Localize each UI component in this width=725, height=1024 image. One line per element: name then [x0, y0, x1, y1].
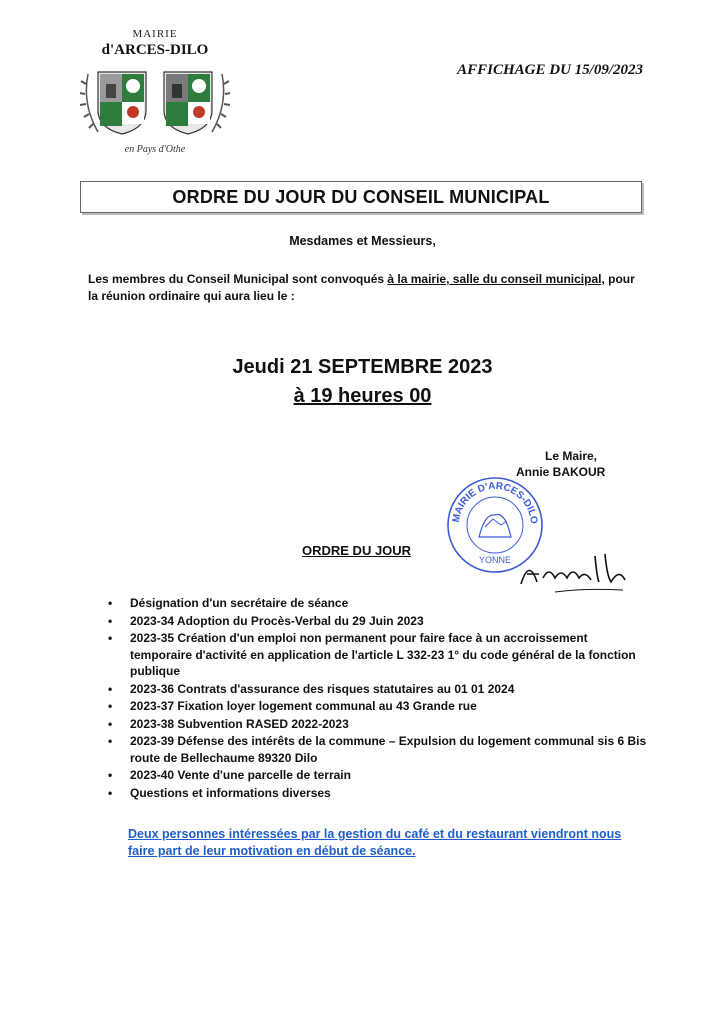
logo-motto: en Pays d'Othe: [124, 144, 186, 155]
agenda-item: • 2023-34 Adoption du Procès-Verbal du 29 Juin 2023: [108, 613, 648, 630]
intro-place: à la mairie, salle du conseil municipal,: [387, 272, 605, 286]
handwritten-signature: [515, 548, 635, 598]
agenda-list: [108, 595, 648, 802]
greeting: Mesdames et Messieurs,: [289, 234, 436, 248]
crest-icon: [80, 64, 230, 144]
intro-paragraph: [88, 271, 644, 305]
agenda-item: • 2023-38 Subvention RASED 2022-2023: [108, 716, 648, 733]
meeting-date: Jeudi 21 SEPTEMBRE 2023: [232, 356, 493, 378]
signatory-name: Annie BAKOUR: [516, 465, 606, 479]
title-box: [80, 181, 642, 213]
posting-date: AFFICHAGE DU 15/09/2023: [457, 62, 643, 78]
agenda-item: • 2023-36 Contrats d'assurance des risques statutaires au 01 01 2024: [108, 681, 648, 698]
agenda-item: • 2023-37 Fixation loyer logement communal au 43 Grande rue: [108, 698, 648, 715]
agenda-item: • 2023-40 Vente d'une parcelle de terrain: [108, 767, 648, 784]
meeting-time: à 19 heures 00: [293, 385, 432, 407]
agenda-item: • 2023-39 Défense des intérêts de la commune – Expulsion du logement communal sis 6 Bis route de Bellechaume 89320 Dilo: [108, 733, 648, 766]
stamp-bottom-text: YONNE: [478, 555, 512, 565]
document-title: ORDRE DU JOUR DU CONSEIL MUNICIPAL: [172, 186, 550, 207]
stamp-text: MAIRIE D'ARCES-DILO: [450, 480, 540, 525]
agenda-item: • Questions et informations diverses: [108, 785, 648, 802]
logo-mairie-label: MAIRIE: [132, 28, 178, 40]
town-logo: [80, 22, 230, 172]
logo-town-name: d'ARCES-DILO: [101, 42, 209, 58]
agenda-item: • 2023-35 Création d'un emploi non permanent pour faire face à un accroissement temporaire d'activité en application de l'article L 332-23 1° du code général de la fonction publique: [108, 630, 648, 680]
agenda-heading: ORDRE DU JOUR: [302, 543, 412, 558]
intro-before: Les membres du Conseil Municipal sont convoqués: [88, 272, 388, 286]
signatory-title: Le Maire,: [545, 449, 598, 463]
signature-text: A. Amolls: [515, 548, 520, 549]
motivation-note: Deux personnes intéressées par la gestion du café et du restaurant viendront nous faire part de leur motivation en début de séance.: [128, 827, 622, 858]
svg-text:MAIRIE D'ARCES-DILO: [451, 481, 539, 525]
intro-after: pour la réunion ordinaire qui aura lieu le :: [88, 272, 635, 303]
agenda-item: • Désignation d'un secrétaire de séance: [108, 595, 648, 612]
